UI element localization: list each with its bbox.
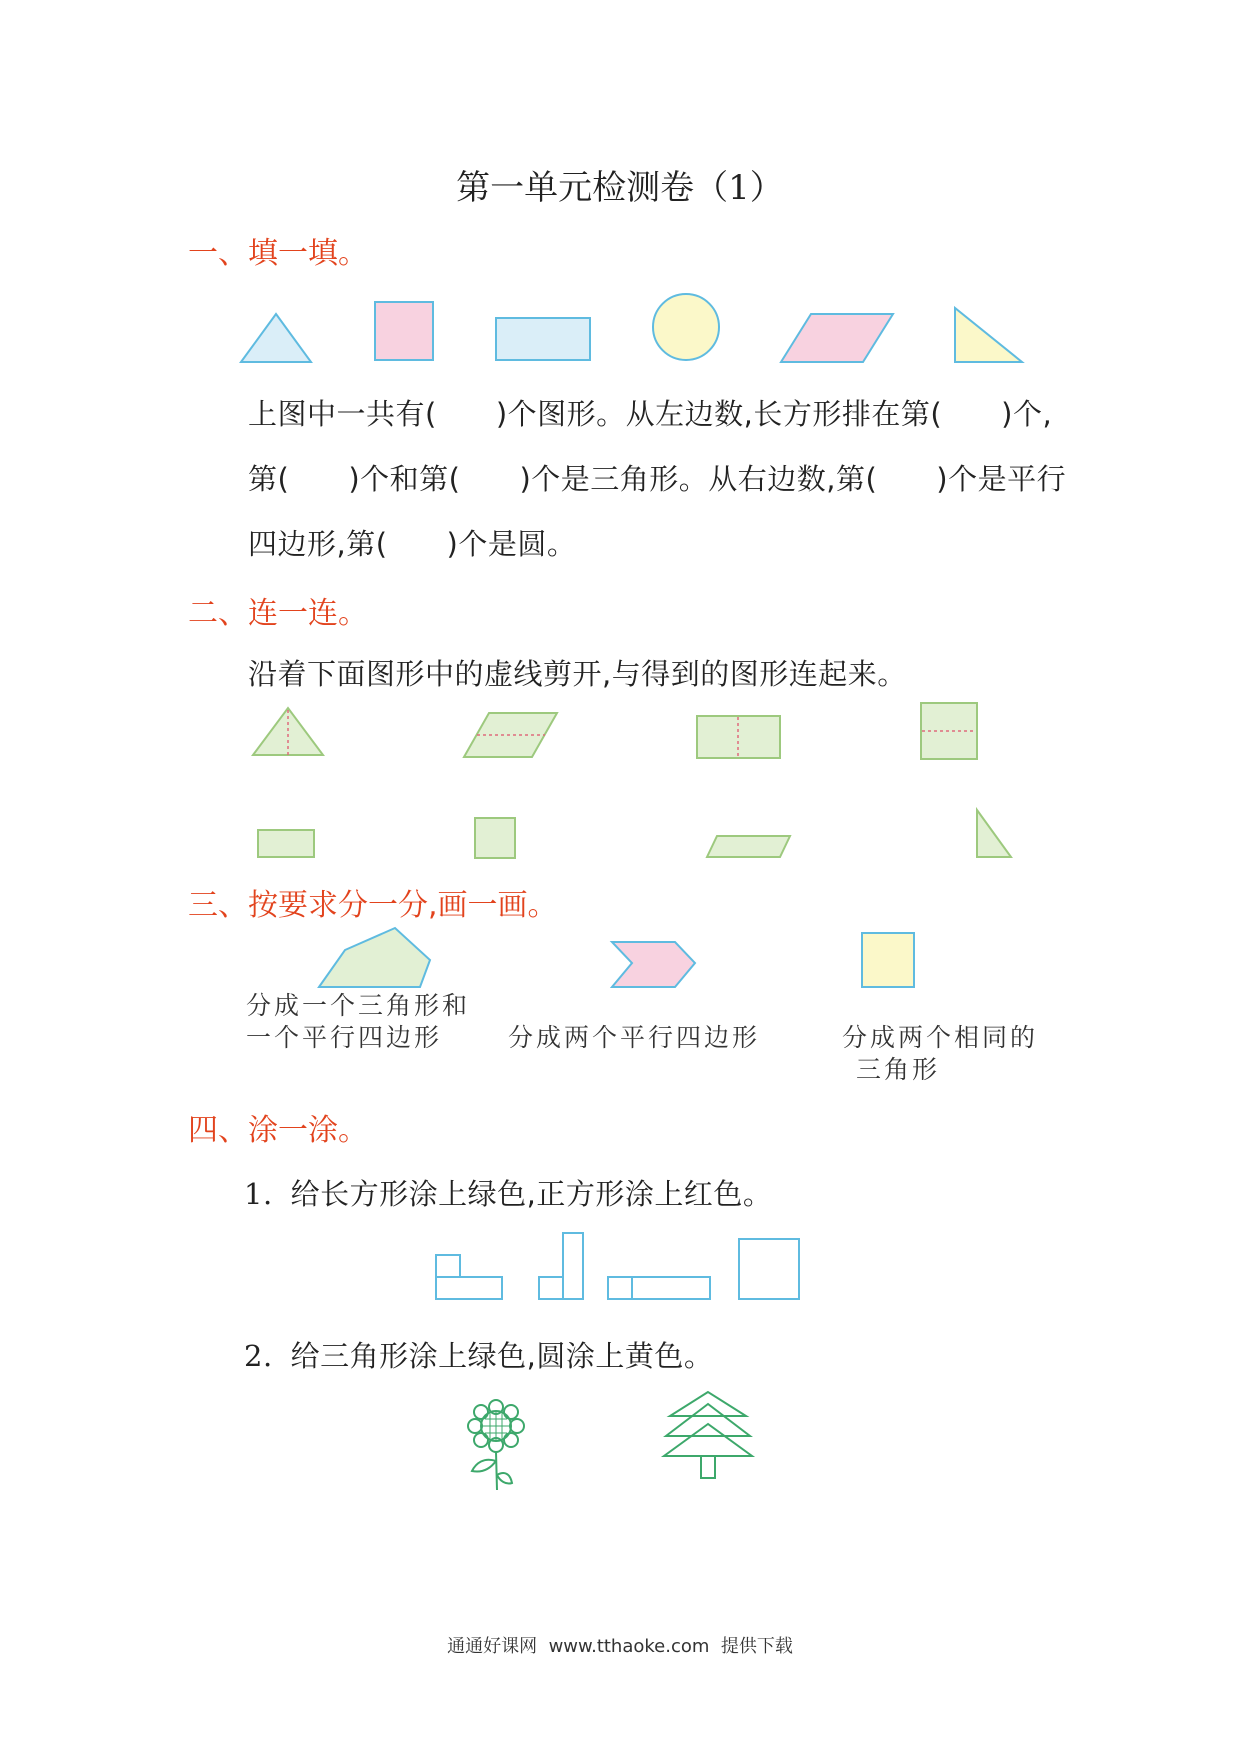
- page-footer: [0, 1632, 1240, 1658]
- section-2-instruction: 沿着下面图形中的虚线剪开,与得到的图形连起来。: [248, 657, 907, 691]
- section-3-heading: 三、按要求分一分,画一画。: [188, 888, 558, 923]
- small-square-outline[interactable]: [436, 1255, 460, 1277]
- section-2-heading: 二、连一连。: [188, 596, 368, 631]
- large-square-outline[interactable]: [739, 1239, 799, 1299]
- caption-line: 一个平行四边形: [246, 1023, 443, 1052]
- fill-blank-line-1: 上图中一共有( )个图形。从左边数,长方形排在第( )个,: [248, 397, 1053, 431]
- caption-line: 分成两个平行四边形: [508, 1023, 761, 1052]
- footer-suffix: 提供下载: [720, 1636, 793, 1657]
- fill-blank-line-2: 第( )个和第( )个是三角形。从右边数,第( )个是平行: [248, 462, 1067, 496]
- task-number: 1.: [244, 1177, 273, 1211]
- small-square-outline[interactable]: [608, 1277, 632, 1299]
- sunflower-figure[interactable]: [460, 1395, 530, 1495]
- section-1-heading: 一、填一填。: [188, 236, 368, 271]
- task-number: 2.: [244, 1339, 273, 1373]
- task-text: 给三角形涂上绿色,圆涂上黄色。: [290, 1339, 714, 1373]
- rectangle-outline[interactable]: [436, 1277, 502, 1299]
- caption-line: 分成两个相同的: [842, 1023, 1039, 1052]
- tree-figure[interactable]: [658, 1390, 768, 1500]
- fill-blank-line-3: 四边形,第( )个是圆。: [248, 527, 577, 561]
- small-square-outline[interactable]: [539, 1277, 563, 1299]
- tall-rectangle-outline[interactable]: [563, 1233, 583, 1299]
- caption-line: 三角形: [856, 1055, 941, 1084]
- caption-line: 分成一个三角形和: [246, 991, 471, 1020]
- paint-task-2: [244, 1334, 713, 1375]
- long-rectangle-outline[interactable]: [632, 1277, 710, 1299]
- footer-site: 通通好课网: [447, 1636, 538, 1657]
- footer-url[interactable]: www.tthaoke.com: [548, 1636, 710, 1657]
- page-title: 第一单元检测卷（1）: [456, 168, 784, 208]
- section-4-heading: 四、涂一涂。: [188, 1113, 368, 1148]
- task-text: 给长方形涂上绿色,正方形涂上红色。: [290, 1177, 773, 1211]
